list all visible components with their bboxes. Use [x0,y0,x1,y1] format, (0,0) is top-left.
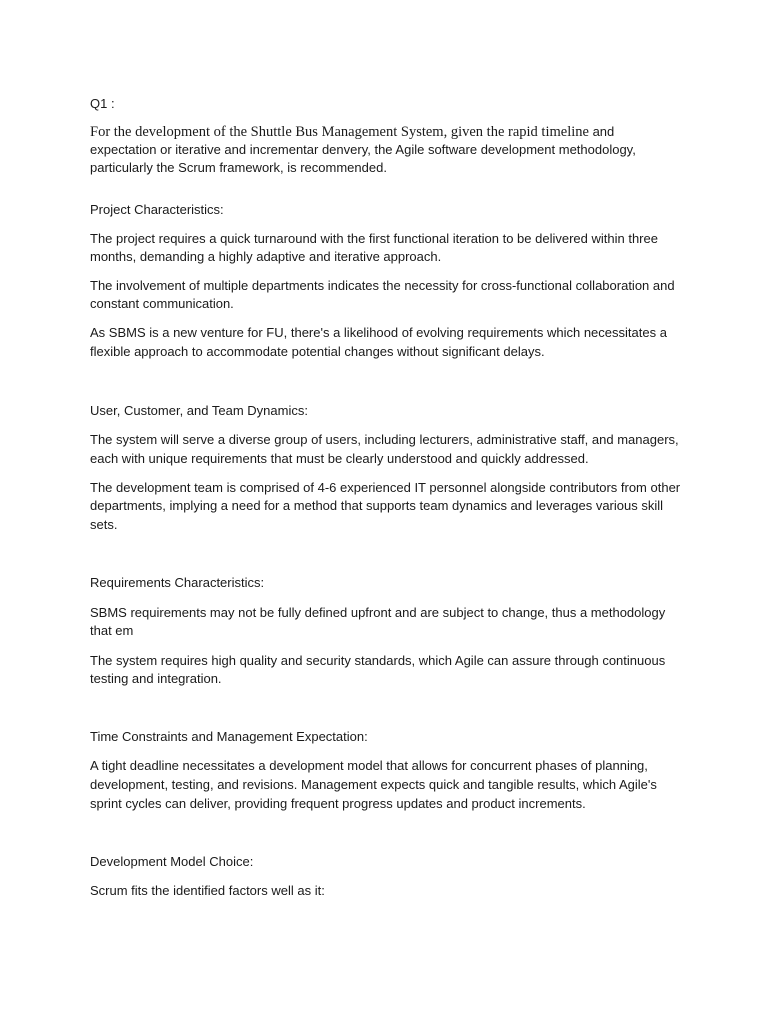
paragraph-line: The involvement of multiple departments indicates the necessity for cross-functional collaboration and [90,278,675,293]
intro-serif-text: For the development of the Shuttle Bus Management System, given the rapid timeline [90,124,589,140]
paragraph-line: The development team is comprised of 4-6 experienced IT personnel alongside contributors from other [90,480,681,495]
intro-line-3: particularly the Scrum framework, is recommended. [90,160,387,175]
paragraph-line: The system requires high quality and security standards, which Agile can assure through continuous [90,653,666,668]
intro-line-1-rest: and [588,124,615,139]
paragraph-line: sets. [90,517,118,532]
section-heading: User, Customer, and Team Dynamics: [90,403,308,418]
paragraph-line: testing and integration. [90,671,222,686]
section-heading: Requirements Characteristics: [90,575,265,590]
paragraph-line: As SBMS is a new venture for FU, there's a likelihood of evolving requirements which necessitates a [90,325,667,340]
section-heading: Project Characteristics: [90,202,224,217]
paragraph-line: development, testing, and revisions. Management expects quick and tangible results, which Agile's [90,777,657,792]
paragraph-line: months, demanding a highly adaptive and iterative approach. [90,249,442,264]
paragraph-line: each with unique requirements that must be clearly understood and quickly addressed. [90,451,589,466]
intro-line-1 [90,122,690,142]
paragraph-line: The project requires a quick turnaround with the first functional iteration to be delivered within three [90,231,658,246]
intro-line-2: expectation or iterative and incrementar denvery, the Agile software development methodology, [90,142,636,157]
paragraph-line: A tight deadline necessitates a development model that allows for concurrent phases of planning, [90,758,648,773]
paragraph-line: SBMS requirements may not be fully defined upfront and are subject to change, thus a methodology [90,605,666,620]
paragraph-line: constant communication. [90,296,234,311]
section-heading: Development Model Choice: [90,854,254,869]
paragraph-line: Scrum fits the identified factors well as it: [90,883,325,898]
paragraph-line: that em [90,623,134,638]
paragraph-line: sprint cycles can deliver, providing frequent progress updates and product increments. [90,796,586,811]
paragraph-line: flexible approach to accommodate potential changes without significant delays. [90,344,545,359]
section-heading: Time Constraints and Management Expectation: [90,729,368,744]
question-label: Q1 : [90,96,115,111]
paragraph-line: The system will serve a diverse group of users, including lecturers, administrative staff, and managers, [90,432,679,447]
paragraph-line: departments, implying a need for a method that supports team dynamics and leverages various skill [90,498,664,513]
